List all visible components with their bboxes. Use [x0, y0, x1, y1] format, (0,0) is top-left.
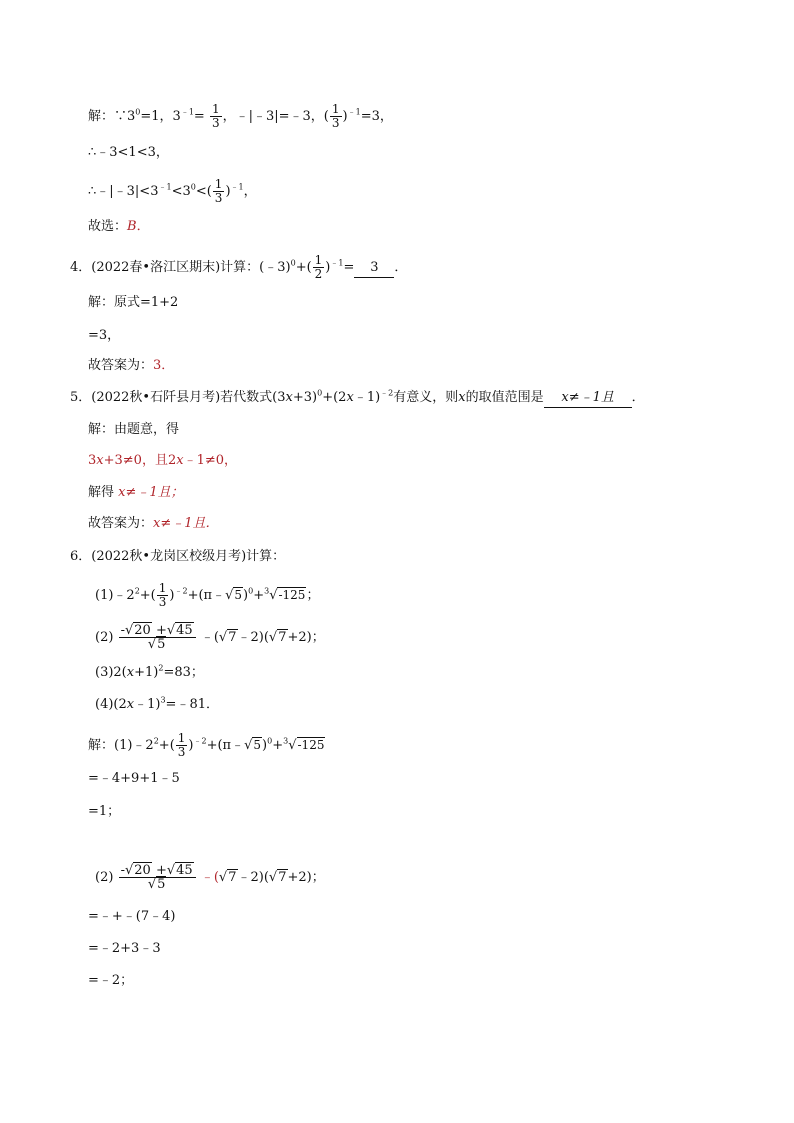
question-number: 4． [70, 260, 92, 275]
sqrt-icon: √ [268, 630, 278, 645]
q4-sol1: 解：原式=1+2 [88, 295, 179, 310]
sqrt-icon: √ [218, 630, 228, 645]
q6-part4: (4)(2x﹣1)$^3$=﹣81． [95, 695, 219, 712]
sqrt-icon: √ [244, 738, 253, 753]
answer-choice: B [127, 219, 137, 234]
sqrt-icon: √ [218, 870, 228, 885]
q6-question: 6．(2022秋•龙岗区校级月考)计算： [70, 549, 286, 564]
fraction-one-third: $\frac{1}{3}$ [214, 177, 223, 205]
s3-line1: 解：$\because 3^0=1$，$3^{﹣1}=$ $\frac{1}{3}$ ，﹣|﹣3|=﹣3，( $\frac{1}{3}$ )$^{﹣1}$=3， [88, 102, 393, 130]
fraction-one-third: $\frac{1}{3}$ [158, 581, 167, 609]
q5-sol1: 解：由题意，得 [88, 422, 180, 437]
sqrt-icon: √ [268, 870, 278, 885]
q6-sol1-line2: =﹣4+9+1﹣5 [88, 771, 180, 786]
fraction-one-half: $\frac{1}{2}$ [314, 253, 323, 281]
q5-sol4: 故答案为：x≠﹣1且． [88, 516, 219, 531]
q5-question: 5．(2022秋•石阡县月考)若代数式$(3x+3)^0+(2x﹣1)^{﹣2}$有意义，则x的取值范围是 x≠﹣1且 ． [70, 389, 645, 408]
radical-fraction: $\frac{-√20 +√45}{√5}$ [119, 864, 196, 891]
q6-sol2-line3: =﹣2+3﹣3 [88, 941, 161, 956]
q4-sol2: =3， [88, 328, 121, 343]
answer-blank: x≠﹣1且 [544, 389, 632, 408]
s3-line2: ∴﹣3<1<3， [88, 145, 169, 160]
fraction-one-third: $\frac{1}{3}$ [177, 731, 186, 759]
q6-sol1-line1: 解：$(1)﹣2^2+$( $\frac{1}{3}$ )$^{﹣2}$+(π﹣√5)$^0$+$^3$√-125 [88, 731, 325, 759]
question-number: 6． [70, 549, 92, 564]
sqrt-icon: √ [225, 588, 234, 603]
q6-sol2-line1: (2) $\frac{-√20 +√45}{√5}$ ﹣(√7﹣2)(√7+2)； [95, 863, 325, 892]
q6-sol2-line2: =﹣+﹣(7﹣4) [88, 909, 176, 924]
q6-part2: (2) $\frac{-√20 +√45}{√5}$ ﹣(√7﹣2)(√7+2)； [95, 623, 325, 652]
s3-line3: $\therefore﹣|﹣3|<3^{﹣1}<3^0<$( $\frac{1}{3}$ )$^{﹣1}$， [88, 177, 257, 205]
q4-question: 4．(2022春•洛江区期末)计算：(﹣3)$^0$+( $\frac{1}{2}$ )$^{﹣1}$= 3 ． [70, 253, 408, 281]
sqrt-icon: √ [288, 738, 297, 753]
q4-sol3: 故答案为：3． [88, 358, 175, 373]
fraction-one-third: $\frac{1}{3}$ [211, 102, 220, 130]
q6-sol1-line3: =1； [88, 804, 121, 819]
question-number: 5． [70, 390, 92, 405]
q5-sol3: 解得 x≠﹣1且； [88, 485, 184, 500]
q6-part3: $(3)2(x+1)^2=83$； [95, 663, 204, 680]
sqrt-icon: √ [269, 588, 278, 603]
q6-sol2-line4: =﹣2； [88, 973, 134, 988]
fraction-one-third: $\frac{1}{3}$ [331, 102, 340, 130]
q6-part1: $(1)﹣2^2+$( $\frac{1}{3}$ )$^{﹣2}$+(π﹣√5)$^0$+$^3$√-125； [95, 581, 320, 609]
q5-sol2: 3x+3≠0，且2x﹣1≠0， [88, 453, 238, 468]
s3-choice: 故选：B． [88, 219, 150, 234]
answer-blank: 3 [354, 259, 394, 278]
radical-fraction: $\frac{-√20 +√45}{√5}$ [119, 624, 196, 651]
solution-label: 解： [88, 109, 115, 124]
